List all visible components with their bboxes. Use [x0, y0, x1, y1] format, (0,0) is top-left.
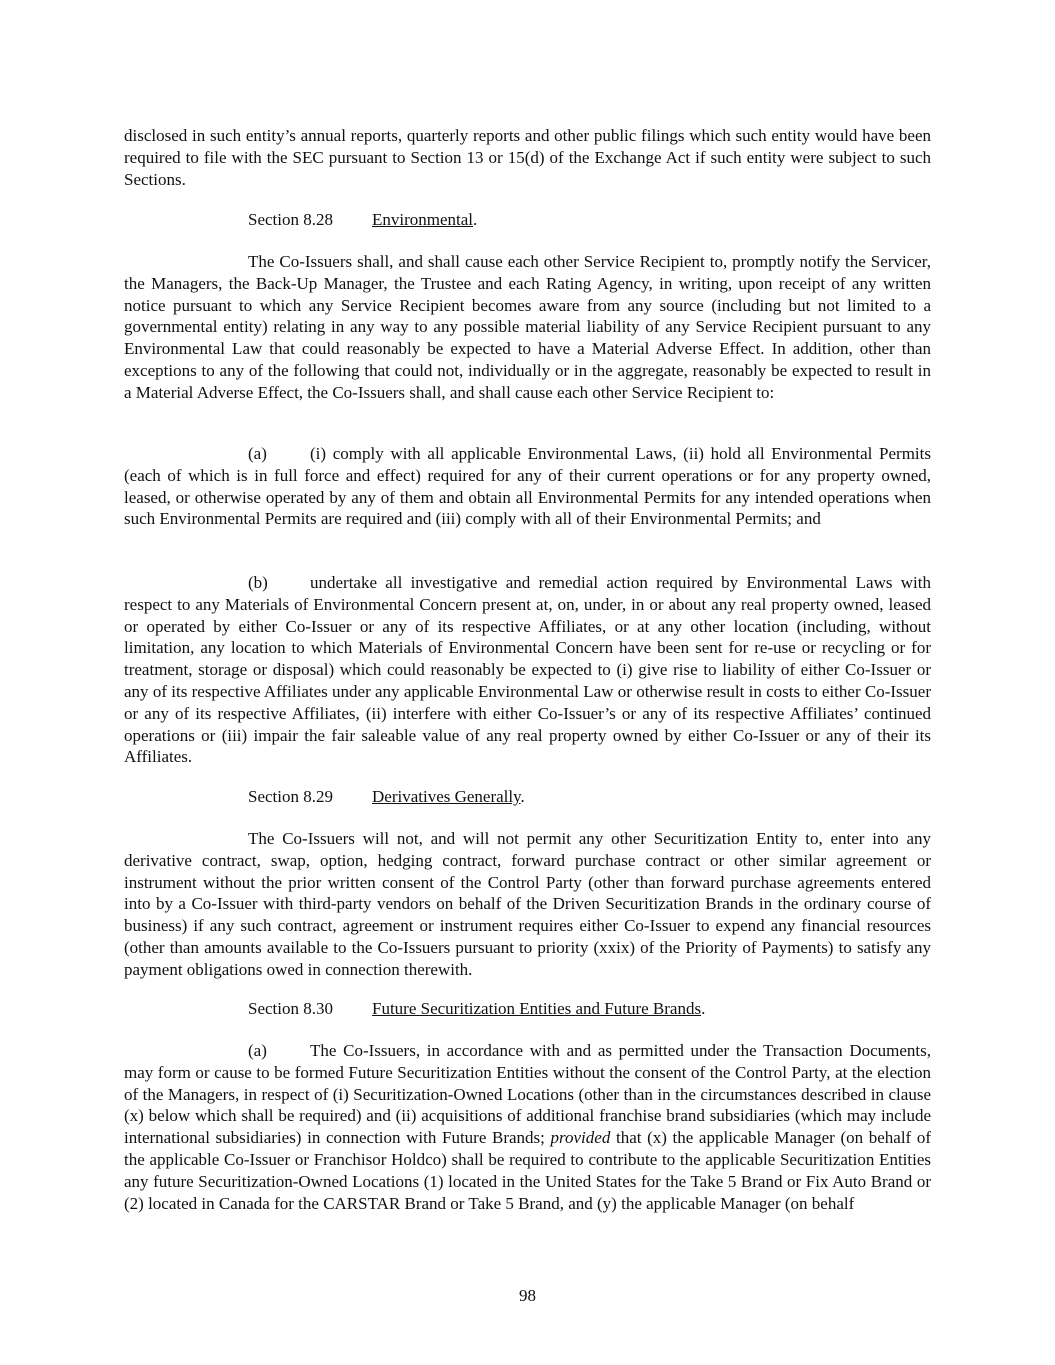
clause-a-future-entities	[124, 1040, 931, 1214]
heading-period: .	[473, 210, 478, 229]
clause-text: (i) comply with all applicable Environmental Laws, (ii) hold all Environmental Permits (each of which is in full force and effect) required for any of their current operations or for any property owned, leased, or otherwise operated by any of them and obtain all Environmental Permits for any intended operations when such Environmental Permits are required and (iii) comply with all of their Environmental Permits; and	[124, 444, 931, 529]
heading-period: .	[701, 999, 706, 1018]
clause-a-environmental	[124, 443, 931, 530]
clause-text: undertake all investigative and remedial action required by Environmental Laws with respect to any Materials of Environmental Concern present at, on, under, in or about any real property owned, leased or operated by either Co-Issuer or any of its respective Affiliates, or at any other location (including, without limitation, any location to which Materials of Environmental Concern have been sent for re-use or recycling or for treatment, storage or disposal) which could reasonably be expected to (i) give rise to liability of either Co-Issuer or any of its respective Affiliates under any applicable Environmental Law or otherwise result in costs to either Co-Issuer or any of its respective Affiliates, (ii) interfere with either Co-Issuer’s or any of its respective Affiliates’ continued operations or (iii) impair the fair saleable value of any real property owned by either Co-Issuer or any of their its Affiliates.	[124, 573, 931, 767]
paragraph-intro	[124, 125, 931, 190]
clause-label: (a)	[248, 1041, 267, 1060]
section-title: Future Securitization Entities and Future Brands	[372, 999, 702, 1018]
clause-b-environmental	[124, 572, 931, 768]
section-title: Derivatives Generally	[372, 787, 521, 806]
page-number: 98	[519, 1286, 536, 1305]
section-number: Section 8.28	[248, 210, 333, 229]
clause-text-italic: provided	[550, 1128, 611, 1148]
paragraph-text: The Co-Issuers will not, and will not permit any other Securitization Entity to, enter into any derivative contract, swap, option, hedging contract, forward purchase contract or other similar agreement or instrument without the prior written consent of the Control Party (other than forward purchase agreements entered into by a Co-Issuer with third-party vendors on behalf of the Driven Securitization Brands in the ordinary course of business) if any such contract, agreement or instrument requires either Co-Issuer to expend any financial resources (other than amounts available to the Co-Issuers pursuant to priority (xxix) of the Priority of Payments) to satisfy any payment obligations owed in connection therewith.	[124, 829, 931, 979]
section-number: Section 8.29	[248, 787, 333, 806]
section-heading-8-28	[248, 209, 477, 231]
section-number: Section 8.30	[248, 999, 333, 1018]
section-heading-8-29	[248, 786, 525, 808]
clause-text-part1: The Co-Issuers, in accordance with and as permitted under the Transaction Documents, may form or cause to be formed Future Securitization Entities without the consent of the Control Party, at the election of the Managers, in respect of (i) Securitization-Owned Locations (other than in the circumstances described in clause (x) below which shall be required) and (ii) acquisitions of additional franchise brand subsidiaries (which may include international subsidiaries) in connection with Future Brands;	[124, 1041, 931, 1148]
clause-label: (b)	[248, 573, 268, 592]
section-heading-8-30	[248, 998, 705, 1020]
heading-period: .	[520, 787, 525, 806]
paragraph-derivatives	[124, 828, 931, 981]
clause-label: (a)	[248, 444, 267, 463]
paragraph-text: The Co-Issuers shall, and shall cause each other Service Recipient to, promptly notify the Servicer, the Managers, the Back-Up Manager, the Trustee and each Rating Agency, in writing, upon receipt of any written notice pursuant to which any Service Recipient becomes aware from any source (including but not limited to a governmental entity) relating in any way to any possible material liability of any Service Recipient pursuant to any Environmental Law that could reasonably be expected to have a Material Adverse Effect. In addition, other than exceptions to any of the following that could not, individually or in the aggregate, reasonably be expected to result in a Material Adverse Effect, the Co-Issuers shall, and shall cause each other Service Recipient to:	[124, 252, 931, 402]
paragraph-environmental-intro	[124, 251, 931, 404]
section-title: Environmental	[372, 210, 474, 229]
clause-text-part2: that (x) the applicable Manager (on behalf of the applicable Co-Issuer or Franchisor Holdco) shall be required to contribute to the applicable Securitization Entities any future Securitization-Owned Locations (1) located in the United States for the Take 5 Brand or Fix Auto Brand or (2) located in Canada for the CARSTAR Brand or Take 5 Brand, and (y) the applicable Manager (on behalf	[124, 1128, 931, 1213]
paragraph-intro-text: disclosed in such entity’s annual reports, quarterly reports and other public filings which such entity would have been required to file with the SEC pursuant to Section 13 or 15(d) of the Exchange Act if such entity were subject to such Sections.	[124, 126, 931, 189]
